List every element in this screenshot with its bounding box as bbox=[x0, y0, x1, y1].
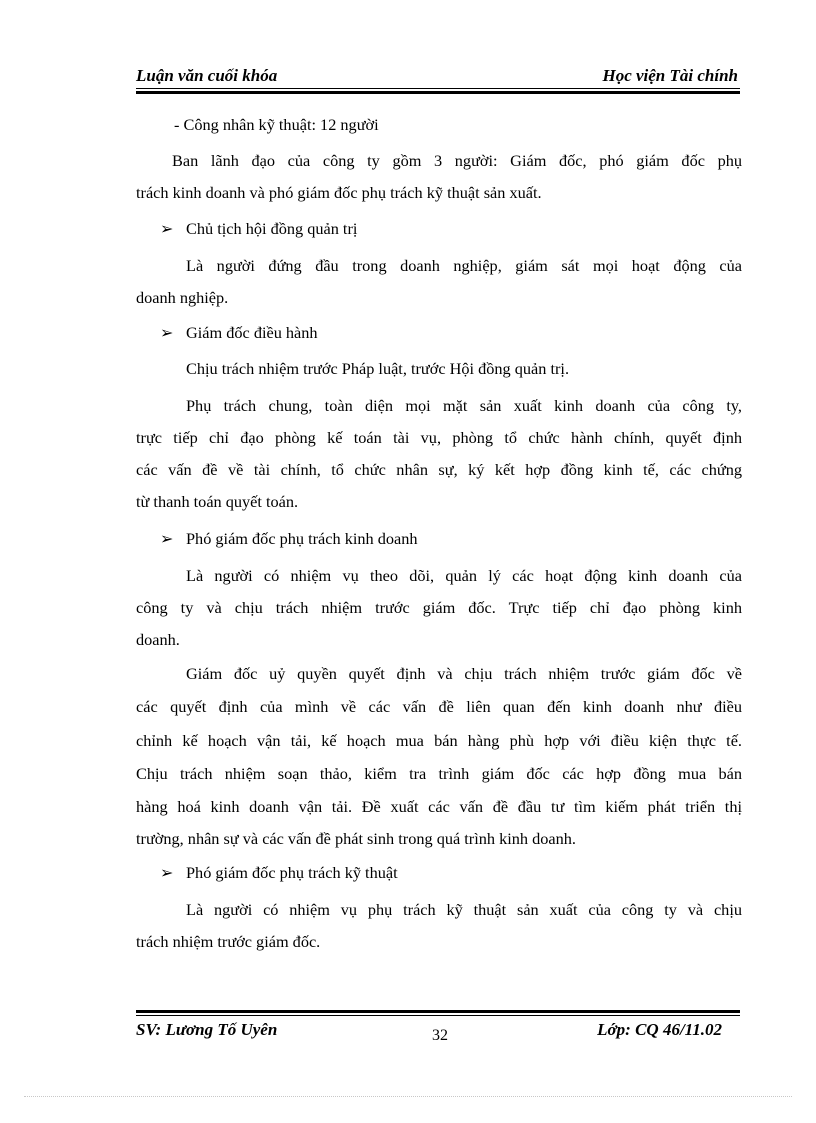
paragraph-line: Giám đốc uỷ quyền quyết định và chịu trách nhiệm trước giám đốc về bbox=[186, 664, 742, 683]
footer-rule-thick bbox=[136, 1010, 740, 1013]
paragraph-line: các quyết định của mình về các vấn đề liên quan đến kinh doanh như điều bbox=[136, 697, 742, 716]
paragraph-line: Là người có nhiệm vụ theo dõi, quản lý các hoạt động kinh doanh của bbox=[186, 566, 742, 585]
paragraph-line: chỉnh kế hoạch vận tải, kế hoạch mua bán hàng phù hợp với điều kiện thực tế. bbox=[136, 731, 742, 750]
paragraph-line: doanh nghiệp. bbox=[136, 288, 229, 307]
paragraph-line: Là người có nhiệm vụ phụ trách kỹ thuật sản xuất của công ty và chịu bbox=[186, 900, 742, 919]
header-rule-thin bbox=[136, 88, 740, 89]
page-header bbox=[136, 64, 740, 88]
paragraph-line: trực tiếp chỉ đạo phòng kế toán tài vụ, phòng tổ chức hành chính, quyết định bbox=[136, 428, 742, 447]
paragraph-line: trường, nhân sự và các vấn đề phát sinh trong quá trình kinh doanh. bbox=[136, 829, 576, 848]
arrow-bullet-icon: ➢ bbox=[160, 221, 174, 238]
paragraph-line: Chịu trách nhiệm trước Pháp luật, trước Hội đồng quản trị. bbox=[186, 359, 570, 378]
arrow-bullet-icon: ➢ bbox=[160, 325, 174, 342]
paragraph-line: công ty và chịu trách nhiệm trước giám đốc. Trực tiếp chỉ đạo phòng kinh bbox=[136, 598, 742, 617]
header-thesis-title: Luận văn cuối khóa bbox=[136, 66, 278, 85]
paragraph-line: hàng hoá kinh doanh vận tải. Đề xuất các vấn đề đầu tư tìm kiếm phát triển thị bbox=[136, 797, 742, 816]
bullet-item-ceo bbox=[160, 321, 318, 345]
paragraph-line: - Công nhân kỹ thuật: 12 người bbox=[174, 115, 379, 134]
paragraph-line: doanh. bbox=[136, 630, 180, 649]
page-bottom-divider bbox=[24, 1096, 792, 1097]
paragraph-line: Ban lãnh đạo của công ty gồm 3 người: Giám đốc, phó giám đốc phụ bbox=[172, 151, 742, 170]
paragraph-line: trách nhiệm trước giám đốc. bbox=[136, 932, 321, 951]
paragraph-line: các vấn đề về tài chính, tổ chức nhân sự, ký kết hợp đồng kinh tế, các chứng bbox=[136, 460, 742, 479]
page-footer bbox=[136, 1018, 740, 1048]
paragraph-line: Phụ trách chung, toàn diện mọi mặt sản xuất kinh doanh của công ty, bbox=[186, 396, 742, 415]
arrow-bullet-icon: ➢ bbox=[160, 531, 174, 548]
bullet-label: Phó giám đốc phụ trách kinh doanh bbox=[186, 529, 418, 548]
footer-class-code: Lớp: CQ 46/11.02 bbox=[597, 1020, 722, 1039]
bullet-label: Giám đốc điều hành bbox=[186, 323, 318, 342]
header-institution: Học viện Tài chính bbox=[602, 66, 738, 85]
bullet-label: Chủ tịch hội đồng quản trị bbox=[186, 219, 358, 238]
footer-student-name: SV: Lương Tố Uyên bbox=[136, 1020, 278, 1039]
header-rule-thick bbox=[136, 91, 740, 94]
footer-rule-thin bbox=[136, 1015, 740, 1016]
page-number: 32 bbox=[432, 1027, 448, 1044]
bullet-item-chairman bbox=[160, 217, 357, 241]
paragraph-line: từ thanh toán quyết toán. bbox=[136, 492, 299, 511]
paragraph-line: trách kinh doanh và phó giám đốc phụ trách kỹ thuật sản xuất. bbox=[136, 183, 542, 202]
bullet-item-deputy-technical bbox=[160, 861, 398, 885]
arrow-bullet-icon: ➢ bbox=[160, 865, 174, 882]
bullet-label: Phó giám đốc phụ trách kỹ thuật bbox=[186, 863, 398, 882]
bullet-item-deputy-business bbox=[160, 527, 418, 551]
paragraph-line: Chịu trách nhiệm soạn thảo, kiểm tra trình giám đốc các hợp đồng mua bán bbox=[136, 764, 742, 783]
paragraph-line: Là người đứng đầu trong doanh nghiệp, giám sát mọi hoạt động của bbox=[186, 256, 742, 275]
